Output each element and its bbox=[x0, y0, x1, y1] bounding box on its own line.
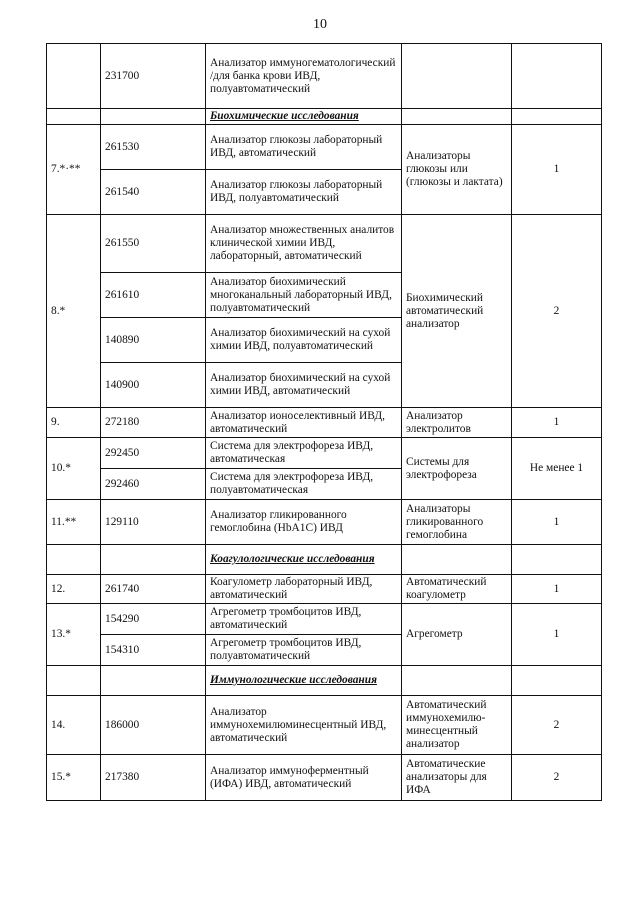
code-cell: 261740 bbox=[101, 575, 206, 604]
name-cell: Анализатор биохимический на сухой химии ИВД, полуавтоматический bbox=[206, 318, 402, 363]
qty-cell: 1 bbox=[512, 408, 602, 438]
empty-cell bbox=[512, 545, 602, 575]
name-cell: Анализатор глюкозы лабораторный ИВД, автоматический bbox=[206, 125, 402, 170]
name-cell: Анализатор гликированного гемоглобина (HbA1C) ИВД bbox=[206, 500, 402, 545]
qty-cell: 2 bbox=[512, 755, 602, 801]
code-cell: 272180 bbox=[101, 408, 206, 438]
row-number-cell: 10.* bbox=[47, 438, 101, 500]
section-row bbox=[47, 545, 602, 575]
empty-cell bbox=[101, 666, 206, 696]
empty-cell bbox=[47, 545, 101, 575]
empty-cell bbox=[402, 666, 512, 696]
page-number: 10 bbox=[313, 17, 327, 32]
row-number-cell: 15.* bbox=[47, 755, 101, 801]
code-cell: 140890 bbox=[101, 318, 206, 363]
name-cell: Система для электрофореза ИВД, полуавтоматическая bbox=[206, 469, 402, 500]
row-number-cell: 8.* bbox=[47, 215, 101, 408]
code-cell: 217380 bbox=[101, 755, 206, 801]
code-cell: 154310 bbox=[101, 635, 206, 666]
name-cell: Агрегометр тромбоцитов ИВД, полуавтоматический bbox=[206, 635, 402, 666]
table-row bbox=[47, 500, 602, 545]
name-cell: Анализатор иммунохемилюминесцентный ИВД, автоматический bbox=[206, 696, 402, 755]
code-cell: 140900 bbox=[101, 363, 206, 408]
row-number-cell: 7.*·** bbox=[47, 125, 101, 215]
type-cell: Системы для электрофореза bbox=[402, 438, 512, 500]
code-cell: 186000 bbox=[101, 696, 206, 755]
table-row bbox=[47, 755, 602, 801]
row-number-cell: 14. bbox=[47, 696, 101, 755]
empty-cell bbox=[47, 666, 101, 696]
name-cell: Анализатор биохимический многоканальный лабораторный ИВД, полуавтоматический bbox=[206, 273, 402, 318]
type-cell: Агрегометр bbox=[402, 604, 512, 666]
code-cell: 292450 bbox=[101, 438, 206, 469]
type-cell: Биохимический автоматический анализатор bbox=[402, 215, 512, 408]
name-cell: Коагулометр лабораторный ИВД, автоматический bbox=[206, 575, 402, 604]
empty-cell bbox=[512, 109, 602, 125]
qty-cell: Не менее 1 bbox=[512, 438, 602, 500]
name-cell: Анализатор биохимический на сухой химии ИВД, автоматический bbox=[206, 363, 402, 408]
name-cell: Система для электрофореза ИВД, автоматическая bbox=[206, 438, 402, 469]
type-cell: Автоматические анализаторы для ИФА bbox=[402, 755, 512, 801]
section-row bbox=[47, 666, 602, 696]
qty-cell: 2 bbox=[512, 696, 602, 755]
table-row bbox=[47, 44, 602, 109]
qty-cell: 1 bbox=[512, 604, 602, 666]
section-heading: Иммунологические исследования bbox=[206, 666, 402, 696]
name-cell: Анализатор глюкозы лабораторный ИВД, полуавтоматический bbox=[206, 170, 402, 215]
row-number-cell: 12. bbox=[47, 575, 101, 604]
qty-cell: 1 bbox=[512, 500, 602, 545]
code-cell: 261610 bbox=[101, 273, 206, 318]
table-row bbox=[47, 575, 602, 604]
equipment-table bbox=[46, 43, 602, 801]
type-cell bbox=[402, 44, 512, 109]
row-number-cell: 9. bbox=[47, 408, 101, 438]
empty-cell bbox=[402, 545, 512, 575]
table-row bbox=[47, 696, 602, 755]
empty-cell bbox=[101, 545, 206, 575]
name-cell: Анализатор ионоселективный ИВД, автоматический bbox=[206, 408, 402, 438]
name-cell: Анализатор иммуноферментный (ИФА) ИВД, автоматический bbox=[206, 755, 402, 801]
code-cell: 292460 bbox=[101, 469, 206, 500]
type-cell: Анализаторы гликированного гемоглобина bbox=[402, 500, 512, 545]
qty-cell: 2 bbox=[512, 215, 602, 408]
row-number-cell bbox=[47, 44, 101, 109]
table-row bbox=[47, 604, 602, 635]
qty-cell bbox=[512, 44, 602, 109]
section-heading: Биохимические исследования bbox=[206, 109, 402, 125]
empty-cell bbox=[47, 109, 101, 125]
name-cell: Анализатор иммуногематологический /для банка крови ИВД, полуавтоматический bbox=[206, 44, 402, 109]
table-row bbox=[47, 438, 602, 469]
section-heading: Коагулологические исследования bbox=[206, 545, 402, 575]
table-row bbox=[47, 215, 602, 273]
table-row bbox=[47, 125, 602, 170]
qty-cell: 1 bbox=[512, 575, 602, 604]
name-cell: Агрегометр тромбоцитов ИВД, автоматический bbox=[206, 604, 402, 635]
code-cell: 261540 bbox=[101, 170, 206, 215]
code-cell: 129110 bbox=[101, 500, 206, 545]
qty-cell: 1 bbox=[512, 125, 602, 215]
row-number-cell: 11.** bbox=[47, 500, 101, 545]
code-cell: 261550 bbox=[101, 215, 206, 273]
empty-cell bbox=[512, 666, 602, 696]
empty-cell bbox=[101, 109, 206, 125]
table-row bbox=[47, 408, 602, 438]
type-cell: Автоматический коагулометр bbox=[402, 575, 512, 604]
type-cell: Анализатор электролитов bbox=[402, 408, 512, 438]
name-cell: Анализатор множественных аналитов клинической химии ИВД, лабораторный, автоматический bbox=[206, 215, 402, 273]
type-cell: Анализаторы глюкозы или (глюкозы и лактата) bbox=[402, 125, 512, 215]
code-cell: 154290 bbox=[101, 604, 206, 635]
row-number-cell: 13.* bbox=[47, 604, 101, 666]
section-row bbox=[47, 109, 602, 125]
code-cell: 231700 bbox=[101, 44, 206, 109]
code-cell: 261530 bbox=[101, 125, 206, 170]
empty-cell bbox=[402, 109, 512, 125]
type-cell: Автоматический иммунохемилю-минесцентный анализатор bbox=[402, 696, 512, 755]
